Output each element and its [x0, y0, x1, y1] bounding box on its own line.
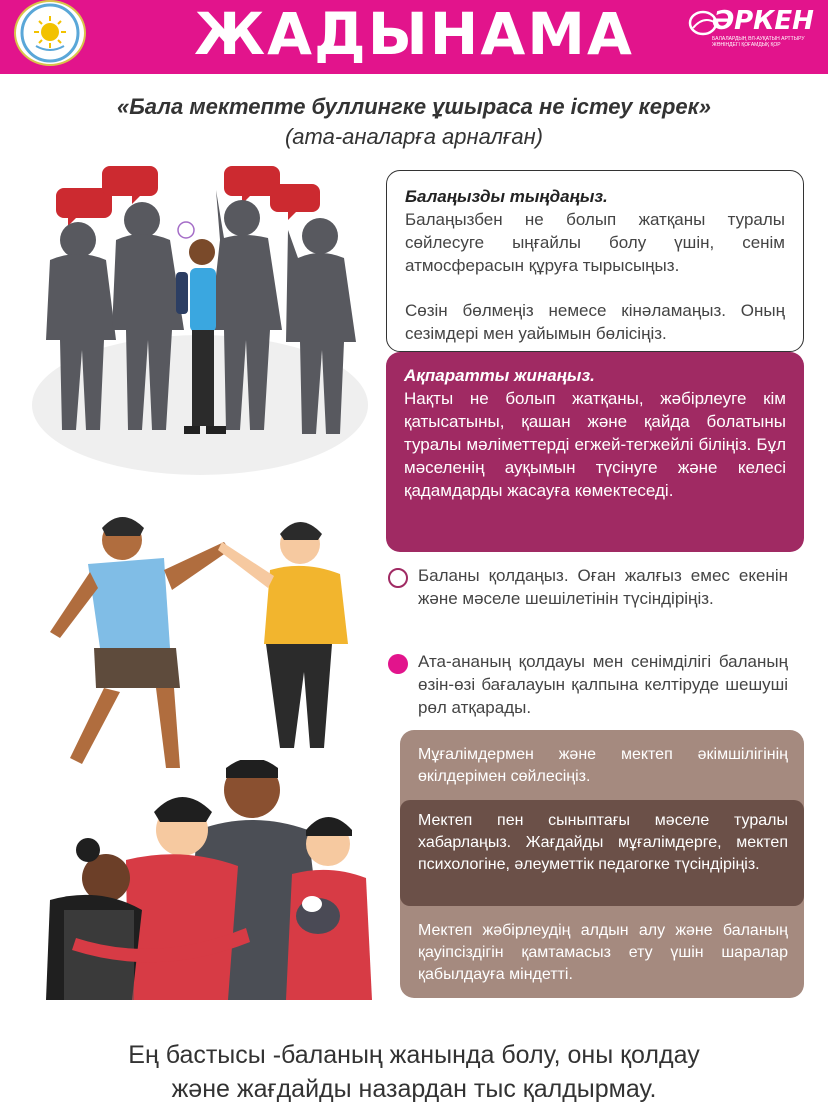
high-five-illustration: [30, 514, 370, 782]
main-heading: «Бала мектепте буллингке ұшыраса не істеу керек»: [116, 94, 712, 119]
arken-logo-subtitle: БАЛАЛАРДЫҢ ӘЛ-АУҚАТЫН АРТТЫРУ ЖӨНІНДЕГІ ҚОҒАМДЫҚ ҚОР: [712, 36, 805, 48]
header-banner: [0, 0, 828, 74]
bullying-group-illustration: [20, 160, 380, 480]
listen-text-2: Сөзін бөлмеңіз немесе кінәламаңыз. Оның сезімдері мен уайымын бөлісіңіз.: [405, 301, 785, 343]
circle-outline-icon: [388, 568, 408, 588]
listen-card: [386, 170, 804, 352]
page-title: ЖАДЫНАМА: [194, 0, 634, 68]
parent-support-bullet-text: Ата-ананың қолдауы мен сенімділігі баланың өзін-өзі бағалауын қалпына келтіруде шешуші рөл атқарады.: [418, 652, 788, 717]
school-action-1: Мұғалімдермен және мектеп әкімшілігінің өкілдерімен сөйлесіңіз.: [418, 746, 788, 785]
support-bullet: [388, 564, 788, 610]
gather-info-card: [386, 352, 804, 552]
circle-filled-icon: [388, 654, 408, 674]
listen-text-1: Балаңызбен не болып жатқаны туралы сөйлесуге ыңғайлы болу үшін, сенім атмосферасын құруға тырысыңыз.: [405, 210, 785, 275]
gather-info-heading: Ақпаратты жинаңыз.: [404, 366, 595, 385]
footer-line-2: және жағдайды назардан тыс қалдырмау.: [171, 1075, 657, 1103]
footer-message: [0, 1038, 828, 1104]
gather-info-text: Нақты не болып жатқаны, жәбірлеуге кім қатысатыны, қашан және қайда болатыны туралы мәліметтерді егжей-тегжейлі біліңіз. Бұл мәселенің ауқымын түсінуге және келесі қадамдарды жасауға көмектеседі.: [404, 389, 786, 500]
arken-logo: [688, 6, 814, 50]
family-hug-illustration: [30, 760, 402, 1000]
support-bullet-text: Баланы қолдаңыз. Оған жалғыз емес екенін және мәселе шешілетінін түсіндіріңіз.: [418, 566, 788, 608]
school-action-2: Мектеп пен сыныптағы мәселе туралы хабарлаңыз. Жағдайды мұғалімдерге, мектеп психологіне, әлеуметтік педагогке түсіндіріңіз.: [418, 812, 788, 873]
footer-line-1: Ең бастысы -баланың жанында болу, оны қолдау: [128, 1041, 700, 1069]
arken-logo-text: ӘРКЕН: [712, 6, 814, 36]
sub-heading: (ата-аналарға арналған): [284, 124, 544, 149]
listen-heading: Балаңызды тыңдаңыз.: [405, 187, 608, 206]
parent-support-bullet: [388, 650, 788, 719]
school-action-3: Мектеп жәбірлеудің алдын алу және баланың қауіпсіздігін қамтамасыз ету үшін шаралар қабылдауға міндетті.: [418, 922, 788, 983]
